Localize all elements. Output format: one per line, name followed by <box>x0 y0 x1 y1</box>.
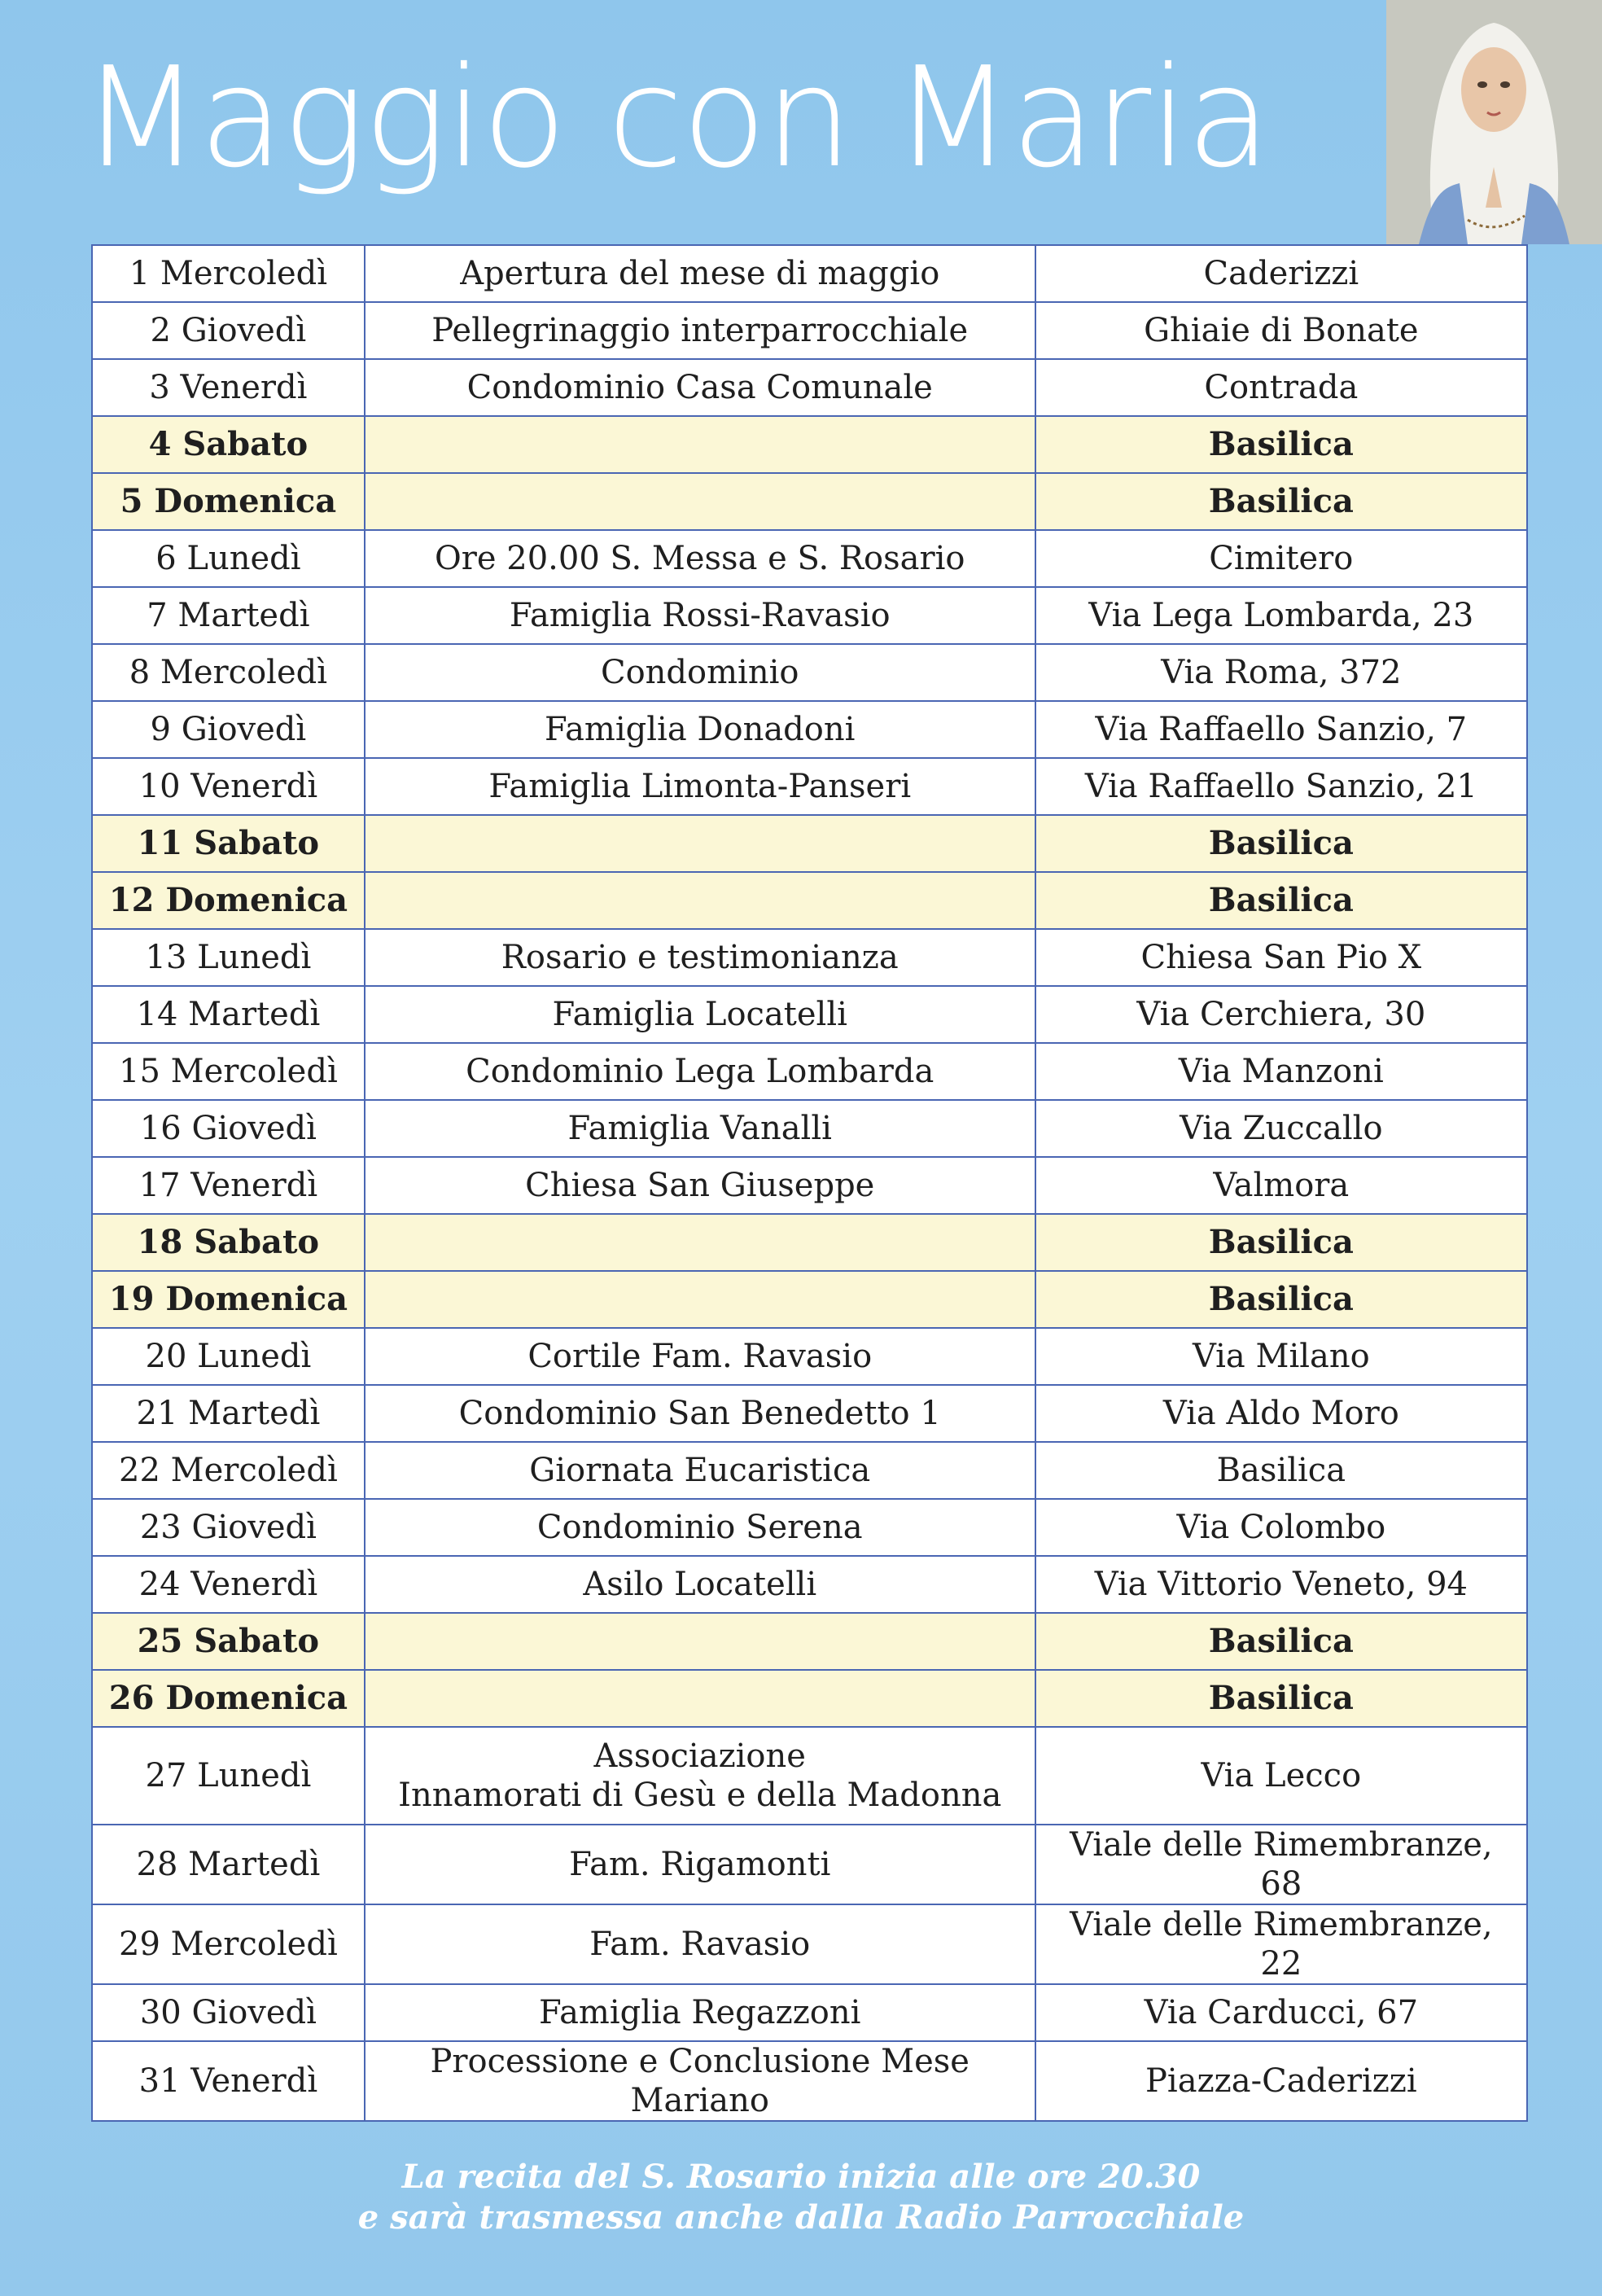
day-cell: 8 Mercoledì <box>92 644 365 701</box>
day-cell: 10 Venerdì <box>92 758 365 815</box>
day-cell: 7 Martedì <box>92 587 365 644</box>
table-row <box>92 1499 1527 1556</box>
day-cell: 20 Lunedì <box>92 1328 365 1385</box>
event-cell: Condominio Casa Comunale <box>365 359 1035 416</box>
event-cell: Rosario e testimonianza <box>365 929 1035 986</box>
event-cell: Condominio Lega Lombarda <box>365 1043 1035 1100</box>
schedule-body <box>92 245 1527 2121</box>
event-cell: Condominio Serena <box>365 1499 1035 1556</box>
day-cell: 16 Giovedì <box>92 1100 365 1157</box>
table-row <box>92 644 1527 701</box>
event-cell: Giornata Eucaristica <box>365 1442 1035 1499</box>
event-cell: Famiglia Vanalli <box>365 1100 1035 1157</box>
day-cell: 27 Lunedì <box>92 1727 365 1825</box>
place-cell: Chiesa San Pio X <box>1035 929 1527 986</box>
day-cell: 21 Martedì <box>92 1385 365 1442</box>
footer-note-line2: e sarà trasmessa anche dalla Radio Parrocchiale <box>357 2198 1245 2237</box>
event-cell: Famiglia Locatelli <box>365 986 1035 1043</box>
madonna-image <box>1386 0 1602 244</box>
table-row <box>92 302 1527 359</box>
event-cell: Famiglia Rossi-Ravasio <box>365 587 1035 644</box>
table-row <box>92 1157 1527 1214</box>
place-cell: Basilica <box>1035 1214 1527 1271</box>
day-cell: 4 Sabato <box>92 416 365 473</box>
place-cell: Piazza-Caderizzi <box>1035 2041 1527 2121</box>
place-cell: Viale delle Rimembranze, 68 <box>1035 1825 1527 1904</box>
day-cell: 29 Mercoledì <box>92 1904 365 1984</box>
place-cell: Basilica <box>1035 1670 1527 1727</box>
table-row <box>92 2041 1527 2121</box>
event-cell <box>365 1613 1035 1670</box>
place-cell: Contrada <box>1035 359 1527 416</box>
event-cell: Famiglia Limonta-Panseri <box>365 758 1035 815</box>
event-cell: Pellegrinaggio interparrocchiale <box>365 302 1035 359</box>
table-row <box>92 1904 1527 1984</box>
place-cell: Ghiaie di Bonate <box>1035 302 1527 359</box>
table-row <box>92 872 1527 929</box>
day-cell: 1 Mercoledì <box>92 245 365 302</box>
day-cell: 6 Lunedì <box>92 530 365 587</box>
event-cell: Condominio <box>365 644 1035 701</box>
day-cell: 14 Martedì <box>92 986 365 1043</box>
event-line: Associazione <box>593 1737 806 1775</box>
day-cell: 26 Domenica <box>92 1670 365 1727</box>
table-row <box>92 1271 1527 1328</box>
footer-note-line1: La recita del S. Rosario inizia alle ore 20.30 <box>401 2158 1201 2196</box>
event-cell: Cortile Fam. Ravasio <box>365 1328 1035 1385</box>
place-cell: Via Carducci, 67 <box>1035 1984 1527 2041</box>
place-cell: Basilica <box>1035 1613 1527 1670</box>
event-cell: Processione e Conclusione Mese Mariano <box>365 2041 1035 2121</box>
day-cell: 23 Giovedì <box>92 1499 365 1556</box>
event-cell <box>365 416 1035 473</box>
place-cell: Via Zuccallo <box>1035 1100 1527 1157</box>
event-cell <box>365 1670 1035 1727</box>
table-row <box>92 1442 1527 1499</box>
table-row <box>92 1328 1527 1385</box>
event-cell <box>365 815 1035 872</box>
table-row <box>92 416 1527 473</box>
day-cell: 2 Giovedì <box>92 302 365 359</box>
place-cell: Via Raffaello Sanzio, 21 <box>1035 758 1527 815</box>
table-row <box>92 1825 1527 1904</box>
place-cell: Via Aldo Moro <box>1035 1385 1527 1442</box>
table-row <box>92 1100 1527 1157</box>
day-cell: 12 Domenica <box>92 872 365 929</box>
day-cell: 31 Venerdì <box>92 2041 365 2121</box>
event-line: Innamorati di Gesù e della Madonna <box>398 1777 1002 1814</box>
event-cell <box>365 1271 1035 1328</box>
event-cell: Asilo Locatelli <box>365 1556 1035 1613</box>
place-cell: Via Lecco <box>1035 1727 1527 1825</box>
event-cell <box>365 473 1035 530</box>
event-cell: Apertura del mese di maggio <box>365 245 1035 302</box>
place-cell: Basilica <box>1035 1271 1527 1328</box>
place-cell: Via Cerchiera, 30 <box>1035 986 1527 1043</box>
day-cell: 19 Domenica <box>92 1271 365 1328</box>
event-cell: Condominio San Benedetto 1 <box>365 1385 1035 1442</box>
table-row <box>92 1727 1527 1825</box>
event-cell: Chiesa San Giuseppe <box>365 1157 1035 1214</box>
place-cell: Via Lega Lombarda, 23 <box>1035 587 1527 644</box>
table-row <box>92 1613 1527 1670</box>
place-cell: Via Raffaello Sanzio, 7 <box>1035 701 1527 758</box>
table-row <box>92 1556 1527 1613</box>
day-cell: 18 Sabato <box>92 1214 365 1271</box>
place-cell: Via Vittorio Veneto, 94 <box>1035 1556 1527 1613</box>
table-row <box>92 1043 1527 1100</box>
place-cell: Via Milano <box>1035 1328 1527 1385</box>
event-cell: Fam. Rigamonti <box>365 1825 1035 1904</box>
day-cell: 9 Giovedì <box>92 701 365 758</box>
place-cell: Basilica <box>1035 473 1527 530</box>
day-cell: 30 Giovedì <box>92 1984 365 2041</box>
table-row <box>92 587 1527 644</box>
schedule-table <box>91 244 1528 2122</box>
event-cell <box>365 1727 1035 1825</box>
place-cell: Basilica <box>1035 872 1527 929</box>
place-cell: Basilica <box>1035 416 1527 473</box>
place-cell: Valmora <box>1035 1157 1527 1214</box>
place-cell: Via Colombo <box>1035 1499 1527 1556</box>
place-cell: Cimitero <box>1035 530 1527 587</box>
table-row <box>92 986 1527 1043</box>
table-row <box>92 815 1527 872</box>
event-cell: Famiglia Regazzoni <box>365 1984 1035 2041</box>
event-cell: Fam. Ravasio <box>365 1904 1035 1984</box>
day-cell: 24 Venerdì <box>92 1556 365 1613</box>
table-row <box>92 1670 1527 1727</box>
day-cell: 5 Domenica <box>92 473 365 530</box>
day-cell: 15 Mercoledì <box>92 1043 365 1100</box>
madonna-portrait <box>1386 0 1602 244</box>
table-row <box>92 701 1527 758</box>
table-row <box>92 359 1527 416</box>
table-row <box>92 473 1527 530</box>
table-row <box>92 758 1527 815</box>
day-cell: 11 Sabato <box>92 815 365 872</box>
day-cell: 17 Venerdì <box>92 1157 365 1214</box>
place-cell: Basilica <box>1035 815 1527 872</box>
day-cell: 13 Lunedì <box>92 929 365 986</box>
place-cell: Viale delle Rimembranze, 22 <box>1035 1904 1527 1984</box>
event-cell: Famiglia Donadoni <box>365 701 1035 758</box>
place-cell: Via Manzoni <box>1035 1043 1527 1100</box>
event-cell <box>365 1214 1035 1271</box>
page-title: Maggio con Maria <box>81 37 1270 199</box>
day-cell: 25 Sabato <box>92 1613 365 1670</box>
table-row <box>92 1984 1527 2041</box>
event-cell: Ore 20.00 S. Messa e S. Rosario <box>365 530 1035 587</box>
place-cell: Caderizzi <box>1035 245 1527 302</box>
day-cell: 22 Mercoledì <box>92 1442 365 1499</box>
table-row <box>92 1385 1527 1442</box>
place-cell: Via Roma, 372 <box>1035 644 1527 701</box>
day-cell: 3 Venerdì <box>92 359 365 416</box>
table-row <box>92 929 1527 986</box>
table-row <box>92 245 1527 302</box>
place-cell: Basilica <box>1035 1442 1527 1499</box>
day-cell: 28 Martedì <box>92 1825 365 1904</box>
table-row <box>92 1214 1527 1271</box>
table-row <box>92 530 1527 587</box>
event-cell <box>365 872 1035 929</box>
